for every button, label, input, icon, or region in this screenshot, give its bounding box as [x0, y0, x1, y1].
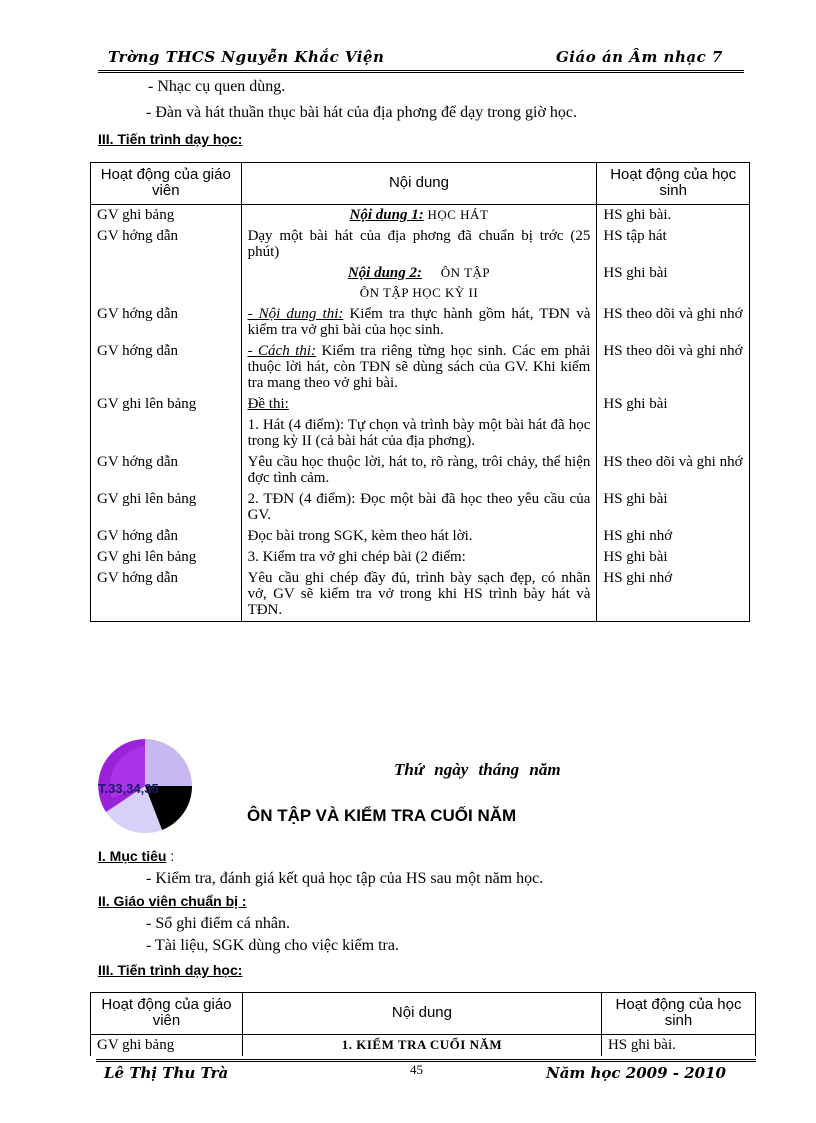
footer-year: Năm học 2009 - 2010 — [546, 1064, 726, 1082]
section1-title: I. Mục tiêu — [98, 848, 167, 864]
table-row: GV hớng dẫn Dạy một bài hát của địa phơng đã chuẩn bị trớc (25 phút) HS tập hát — [91, 226, 750, 263]
table-row: GV hớng dẫn Yêu cầu ghi chép đầy đủ, trình bày sạch đẹp, có nhãn vở, GV sẽ kiểm tra vở trong khi HS trình bày hát và TĐN. HS ghi nhớ — [91, 568, 750, 622]
section3-title: III. Tiến trình dạy học: — [98, 131, 243, 147]
content-label: - Nội dung thi: — [247, 306, 344, 322]
header-subject: Giáo án Âm nhạc 7 — [556, 48, 723, 66]
lesson-title: ÔN TẬP VÀ KIỂM TRA CUỐI NĂM — [247, 806, 517, 825]
table-row: GV hớng dẫn - Cách thi: Kiểm tra riêng từng học sinh. Các em phải thuộc lời hát, còn TĐN sẽ dùng sách của GV. Khi kiểm tra mang theo vở ghi bài. HS theo dõi và ghi nhớ — [91, 341, 750, 394]
date-line: Thứ ngày tháng năm — [394, 760, 561, 779]
table-row: GV hớng dẫn Đọc bài trong SGK, kèm theo hát lời. HS ghi nhớ — [91, 526, 750, 547]
lesson-plan-table-2 — [90, 992, 756, 1056]
prep2-line-2: - Tài liệu, SGK dùng cho việc kiểm tra. — [146, 937, 399, 954]
lesson-badge — [92, 738, 198, 834]
col-header-content: Nội dung — [242, 993, 601, 1035]
content-label: Đề thi: — [247, 396, 289, 412]
content-label: Nội dung 2: — [347, 265, 422, 281]
prep2-line-1: - Sổ ghi điểm cá nhân. — [146, 915, 290, 932]
footer-author: Lê Thị Thu Trà — [104, 1064, 229, 1082]
table-row: GV hớng dẫn Yêu cầu học thuộc lời, hát to, rõ ràng, trôi chảy, thể hiện đợc tình cảm. HS theo dõi và ghi nhớ — [91, 452, 750, 489]
table-row: GV ghi lên bảng Đề thi: HS ghi bài — [91, 394, 750, 415]
table-row: GV ghi lên bảng 3. Kiểm tra vở ghi chép bài (2 điểm: HS ghi bài — [91, 547, 750, 568]
objective-line: - Kiểm tra, đánh giá kết quả học tập của HS sau một năm học. — [146, 870, 544, 887]
table-row: GV ghi bảng 1. KIỂM TRA CUỐI NĂM HS ghi bài. — [91, 1035, 756, 1057]
table-row: GV ghi lên bảng 2. TĐN (4 điểm): Đọc một bài đã học theo yêu cầu của GV. HS ghi bài — [91, 489, 750, 526]
col-header-content: Nội dung — [241, 163, 597, 205]
section3b-title: III. Tiến trình dạy học: — [98, 962, 243, 978]
table-row: GV ghi bảng Nội dung 1: HỌC HÁT HS ghi bài. — [91, 205, 750, 227]
col-header-student: Hoạt động của học sinh — [597, 163, 750, 205]
content-label: - Cách thi: — [247, 343, 316, 359]
table-row: 1. Hát (4 điểm): Tự chọn và trình bày một bài hát đã học trong kỳ II (cả bài hát của địa phơng). — [91, 415, 750, 452]
col-header-teacher: Hoạt động của giáo viên — [91, 993, 243, 1035]
section2-title: II. Giáo viên chuẩn bị : — [98, 893, 247, 909]
lesson-badge-label: T.33,34,35 — [98, 781, 159, 796]
content-label: Nội dung 1: — [349, 207, 424, 223]
col-header-teacher: Hoạt động của giáo viên — [91, 163, 242, 205]
table-row: Nội dung 2: ÔN TẬP ÔN TẬP HỌC KỲ II HS ghi bài — [91, 263, 750, 304]
prep-line-1: - Nhạc cụ quen dùng. — [148, 78, 286, 95]
header-school: Trờng THCS Nguyễn Khắc Viện — [108, 48, 385, 66]
col-header-student: Hoạt động của học sinh — [601, 993, 755, 1035]
header-divider — [98, 70, 744, 73]
table-row: GV hớng dẫn - Nội dung thi: Kiểm tra thực hành gồm hát, TĐN và kiểm tra vở ghi bài của học sinh. HS theo dõi và ghi nhớ — [91, 304, 750, 341]
page-number: 45 — [410, 1062, 423, 1077]
prep-line-2: - Đàn và hát thuần thục bài hát của địa phơng để dạy trong giờ học. — [146, 104, 578, 121]
footer-divider — [96, 1059, 756, 1062]
lesson-plan-table-1 — [90, 162, 750, 622]
